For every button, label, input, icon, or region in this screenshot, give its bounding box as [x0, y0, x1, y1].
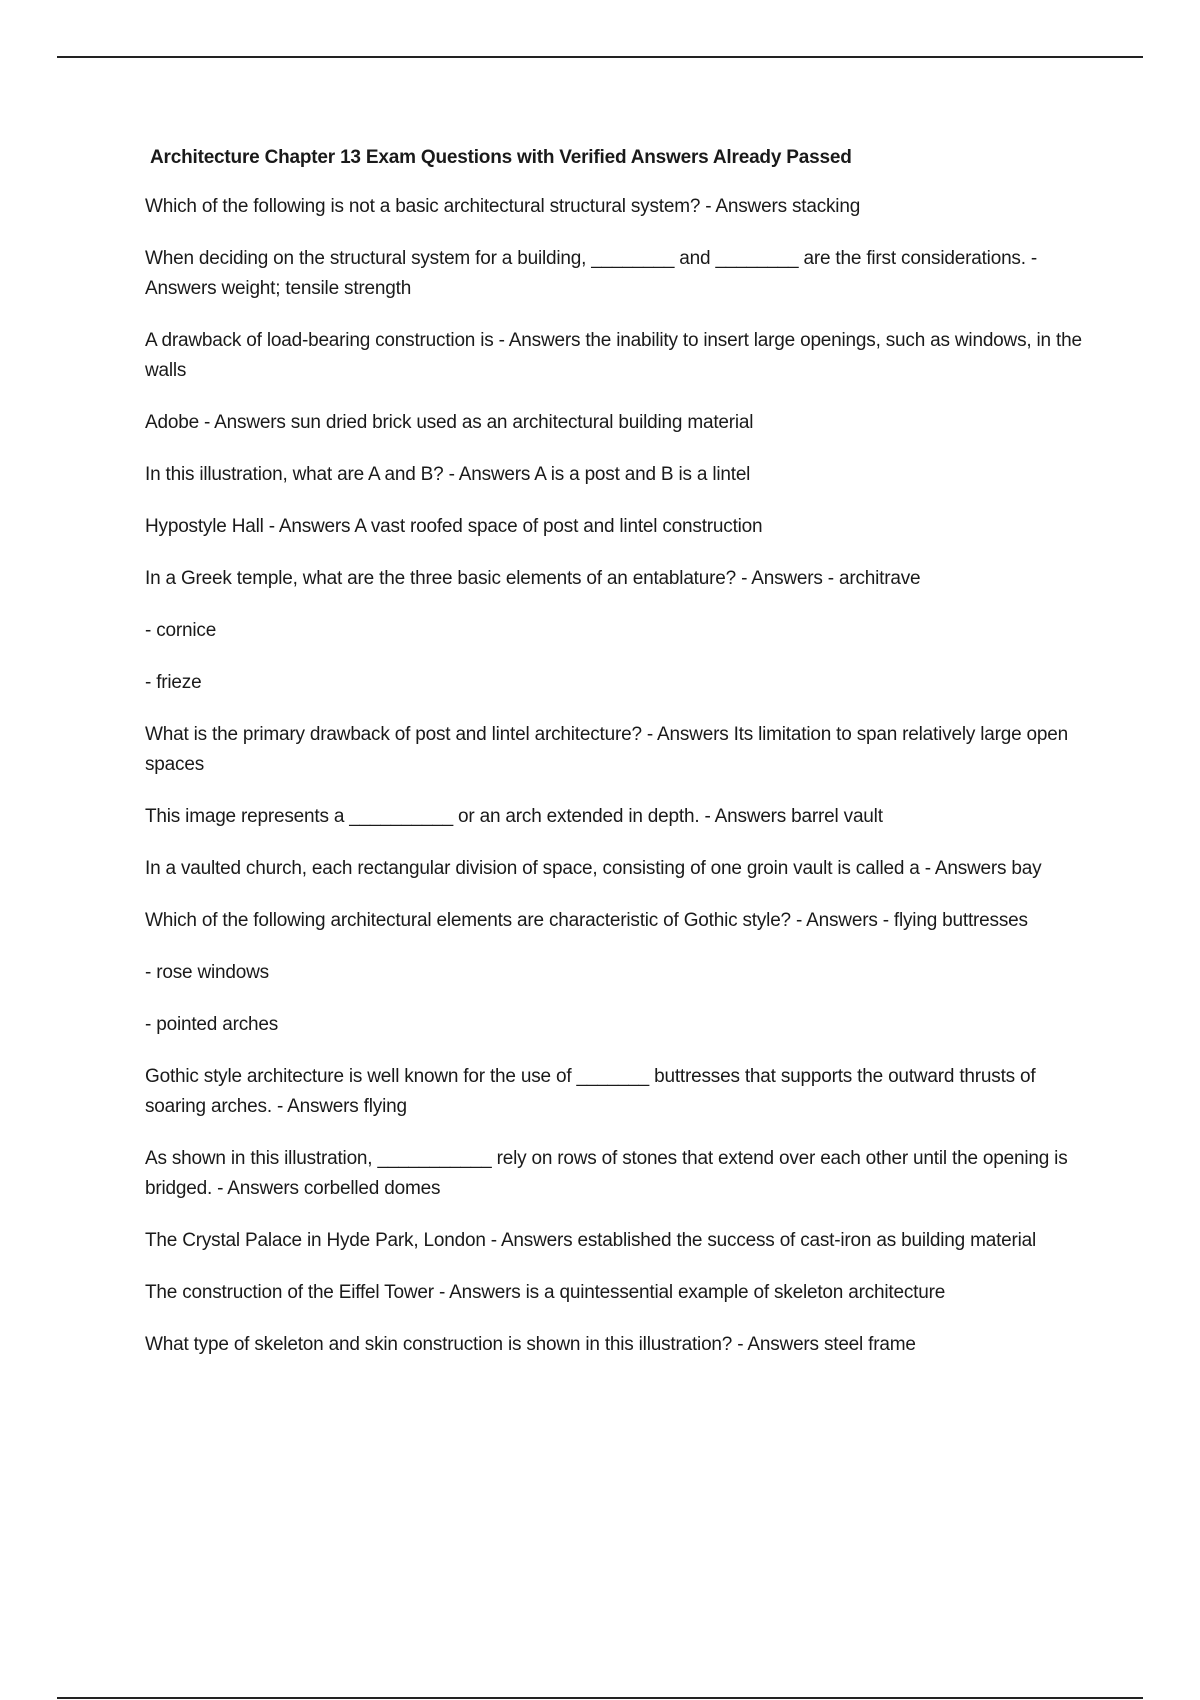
paragraph-19: The construction of the Eiffel Tower - Answers is a quintessential example of skeleton architecture [145, 1282, 946, 1303]
paragraph-1: Which of the following is not a basic architectural structural system? - Answers stacking [145, 196, 861, 217]
top-divider [57, 56, 1143, 58]
paragraph-16: Gothic style architecture is well known for the use of _______ buttresses that supports the outward thrusts of soaring arches. - Answers flying [145, 1066, 1036, 1117]
paragraph-8: - cornice [145, 620, 217, 641]
paragraph-5: In this illustration, what are A and B? - Answers A is a post and B is a lintel [145, 464, 751, 485]
document-body [145, 144, 1090, 1382]
paragraph-13: Which of the following architectural elements are characteristic of Gothic style? - Answers - flying buttresses [145, 910, 1028, 931]
paragraph-6: Hypostyle Hall - Answers A vast roofed space of post and lintel construction [145, 516, 763, 537]
paragraph-11: This image represents a __________ or an arch extended in depth. - Answers barrel vault [145, 806, 883, 827]
paragraph-10: What is the primary drawback of post and lintel architecture? - Answers Its limitation to span relatively large open spaces [145, 724, 1069, 775]
paragraph-15: - pointed arches [145, 1014, 279, 1035]
paragraph-7: In a Greek temple, what are the three basic elements of an entablature? - Answers - architrave [145, 568, 921, 589]
paragraph-2: When deciding on the structural system for a building, ________ and ________ are the first considerations. - Answers weight; tensile strength [145, 248, 1038, 299]
paragraph-3: A drawback of load-bearing construction is - Answers the inability to insert large openings, such as windows, in the walls [145, 330, 1082, 381]
paragraph-14: - rose windows [145, 962, 269, 983]
paragraph-17: As shown in this illustration, ___________ rely on rows of stones that extend over each other until the opening is bridged. - Answers corbelled domes [145, 1148, 1068, 1199]
bottom-divider [57, 1697, 1143, 1699]
paragraph-4: Adobe - Answers sun dried brick used as an architectural building material [145, 412, 754, 433]
paragraph-9: - frieze [145, 672, 202, 693]
paragraph-12: In a vaulted church, each rectangular division of space, consisting of one groin vault is called a - Answers bay [145, 858, 1042, 879]
paragraph-20: What type of skeleton and skin construction is shown in this illustration? - Answers steel frame [145, 1334, 916, 1355]
document-title: Architecture Chapter 13 Exam Questions with Verified Answers Already Passed [150, 147, 852, 168]
paragraph-18: The Crystal Palace in Hyde Park, London - Answers established the success of cast-iron as building material [145, 1230, 1037, 1251]
